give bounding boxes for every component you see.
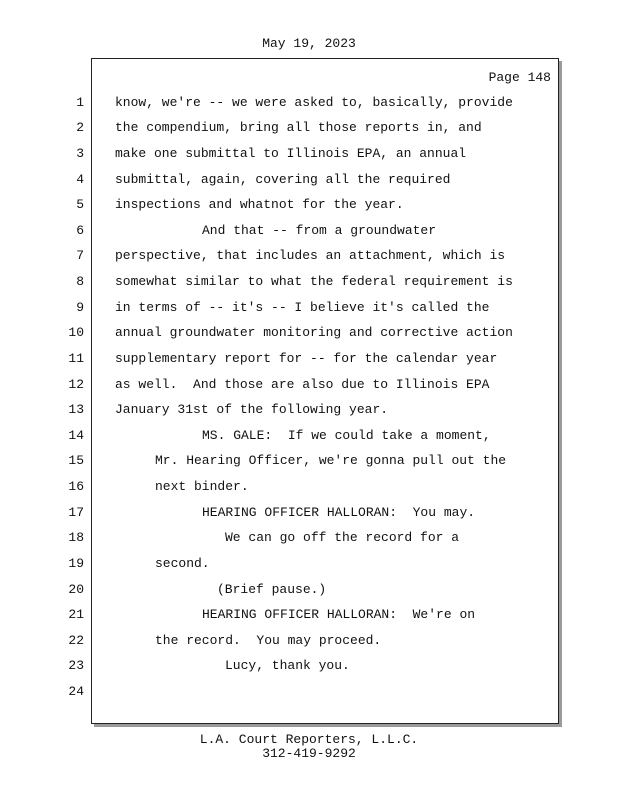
transcript-line: Mr. Hearing Officer, we're gonna pull out the — [155, 453, 507, 468]
transcript-line: make one submittal to Illinois EPA, an annual — [115, 146, 467, 161]
transcript-line: annual groundwater monitoring and corrective action — [115, 325, 513, 340]
line-number: 11 — [68, 351, 84, 366]
transcript-line: (Brief pause.) — [217, 582, 327, 597]
transcript-line: in terms of -- it's -- I believe it's called the — [115, 300, 490, 315]
transcript-line: HEARING OFFICER HALLORAN: You may. — [202, 505, 476, 520]
transcript-line: somewhat similar to what the federal requirement is — [115, 274, 513, 289]
transcript-line: January 31st of the following year. — [115, 402, 389, 417]
transcript-line: next binder. — [155, 479, 249, 494]
line-number: 14 — [68, 428, 84, 443]
transcript-line: as well. And those are also due to Illinois EPA — [115, 377, 490, 392]
transcript-line: We can go off the record for a — [225, 530, 460, 545]
line-number: 10 — [68, 325, 84, 340]
transcript-line: supplementary report for -- for the calendar year — [115, 351, 498, 366]
transcript-line: the compendium, bring all those reports in, and — [115, 120, 482, 135]
line-number: 17 — [68, 505, 84, 520]
transcript-date: May 19, 2023 — [262, 36, 356, 51]
reporter-company: L.A. Court Reporters, L.L.C. — [199, 732, 419, 747]
transcript-line: HEARING OFFICER HALLORAN: We're on — [202, 607, 476, 622]
line-number: 16 — [68, 479, 84, 494]
line-number: 5 — [76, 197, 84, 212]
line-number: 6 — [76, 223, 84, 238]
transcript-line: know, we're -- we were asked to, basically, provide — [115, 95, 513, 110]
line-number: 4 — [76, 172, 84, 187]
line-number: 24 — [68, 684, 84, 699]
transcript-line: submittal, again, covering all the required — [115, 172, 451, 187]
line-number: 12 — [68, 377, 84, 392]
line-number: 13 — [68, 402, 84, 417]
transcript-line: the record. You may proceed. — [155, 633, 382, 648]
line-number: 20 — [68, 582, 84, 597]
line-number: 23 — [68, 658, 84, 673]
reporter-phone: 312-419-9292 — [262, 746, 356, 761]
line-number: 22 — [68, 633, 84, 648]
transcript-line: perspective, that includes an attachment, which is — [115, 248, 506, 263]
line-number: 3 — [76, 146, 84, 161]
transcript-line: inspections and whatnot for the year. — [115, 197, 404, 212]
line-number: 9 — [76, 300, 84, 315]
transcript-line: And that -- from a groundwater — [202, 223, 437, 238]
line-number: 1 — [76, 95, 84, 110]
line-number: 21 — [68, 607, 84, 622]
line-number: 2 — [76, 120, 84, 135]
transcript-line: Lucy, thank you. — [225, 658, 350, 673]
page-number: Page 148 — [488, 70, 551, 85]
line-number: 15 — [68, 453, 84, 468]
line-number: 8 — [76, 274, 84, 289]
line-number: 18 — [68, 530, 84, 545]
transcript-line: second. — [155, 556, 210, 571]
line-number: 19 — [68, 556, 84, 571]
line-number: 7 — [76, 248, 84, 263]
transcript-line: MS. GALE: If we could take a moment, — [202, 428, 491, 443]
